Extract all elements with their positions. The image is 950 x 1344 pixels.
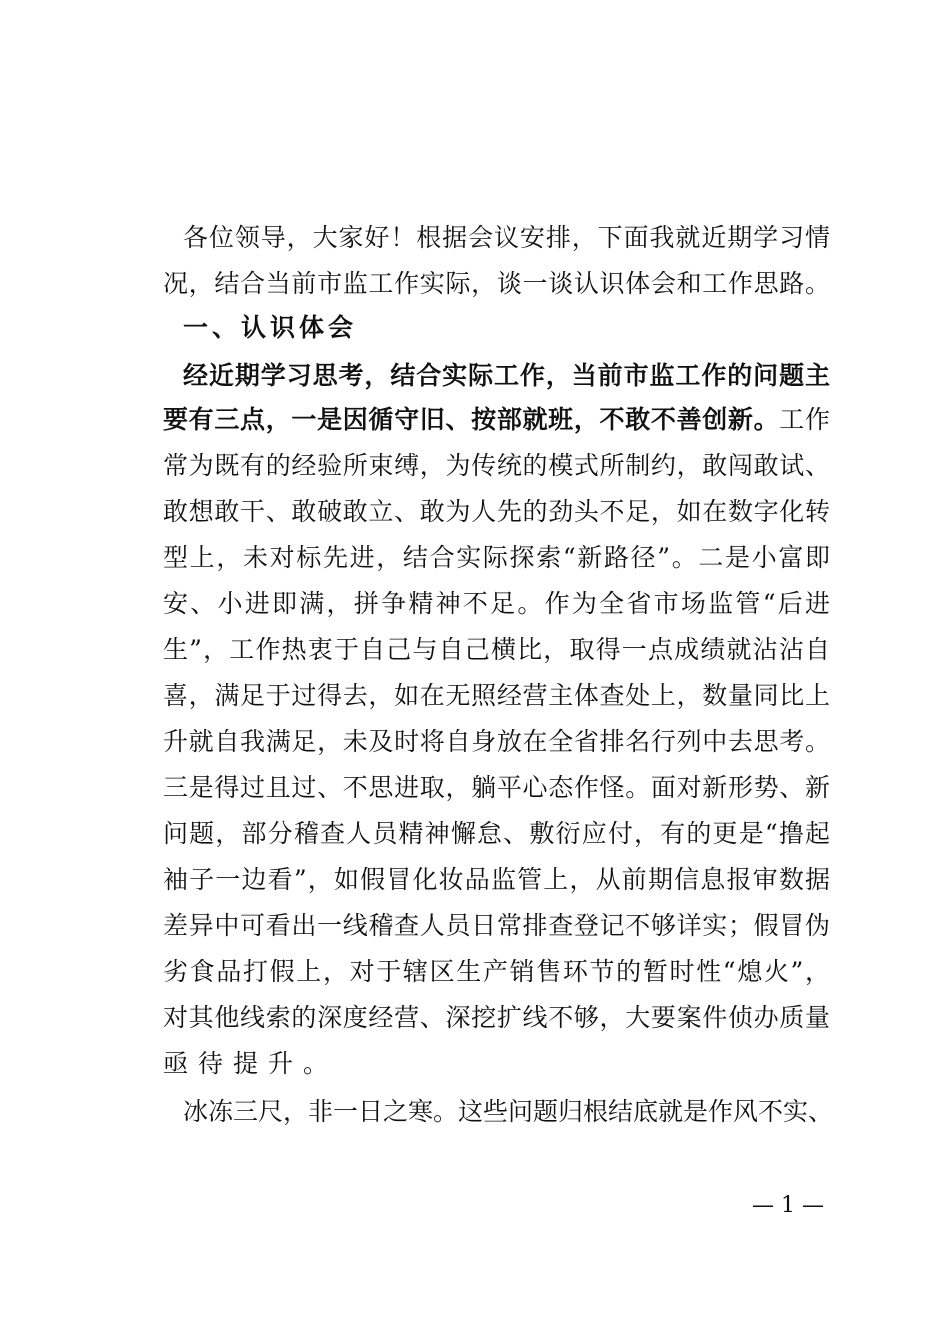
paragraph-line <box>163 397 830 443</box>
paragraph-line: 生”，工作热衷于自己与自己横比，取得一点成绩就沾沾自 <box>163 635 830 664</box>
paragraph-line: 差异中可看出一线稽查人员日常排查登记不够详实；假冒伪 <box>163 911 830 940</box>
paragraph-line: 升就自我满足，未及时将自身放在全省排名行列中去思考。 <box>163 727 830 756</box>
paragraph-text: 工作 <box>779 405 830 434</box>
paragraph-line: 三是得过且过、不思进取，躺平心态作怪。面对新形势、新 <box>163 773 830 802</box>
paragraph-line: 喜，满足于过得去，如在无照经营主体查处上，数量同比上 <box>163 681 830 710</box>
paragraph-line: 袖子一边看”，如假冒化妆品监管上，从前期信息报审数据 <box>163 865 830 894</box>
paragraph-line: 冰冻三尺，非一日之寒。这些问题归根结底就是作风不实、 <box>183 1097 834 1126</box>
section-heading: 一、认识体会 <box>183 313 358 342</box>
paragraph-line: 敢想敢干、敢破敢立、敢为人先的劲头不足，如在数字化转 <box>163 497 830 526</box>
paragraph-line: 各位领导，大家好！根据会议安排，下面我就近期学习情 <box>183 223 830 252</box>
paragraph-line: 经近期学习思考，结合实际工作，当前市监工作的问题主 <box>183 361 830 390</box>
paragraph-line: 劣食品打假上，对于辖区生产销售环节的暂时性“熄火”， <box>163 957 830 986</box>
paragraph-line: 型上，未对标先进，结合实际探索“新路径”。二是小富即 <box>163 543 830 572</box>
paragraph-line: 问题，部分稽查人员精神懈怠、敷衍应付，有的更是“撸起 <box>163 819 830 848</box>
paragraph-line: 对其他线索的深度经营、深挖扩线不够，大要案件侦办质量 <box>163 1003 830 1032</box>
paragraph-line: 亟待提升。 <box>163 1049 339 1078</box>
page-number: — 1 — <box>752 1193 824 1218</box>
paragraph-line: 常为既有的经验所束缚，为传统的模式所制约，敢闯敢试、 <box>163 451 830 480</box>
paragraph-line: 况，结合当前市监工作实际，谈一谈认识体会和工作思路。 <box>163 269 830 298</box>
paragraph-line: 安、小进即满，拼争精神不足。作为全省市场监管“后进 <box>163 589 830 618</box>
bold-point-text: 要有三点，一是因循守旧、按部就班，不敢不善创新。 <box>163 405 780 434</box>
